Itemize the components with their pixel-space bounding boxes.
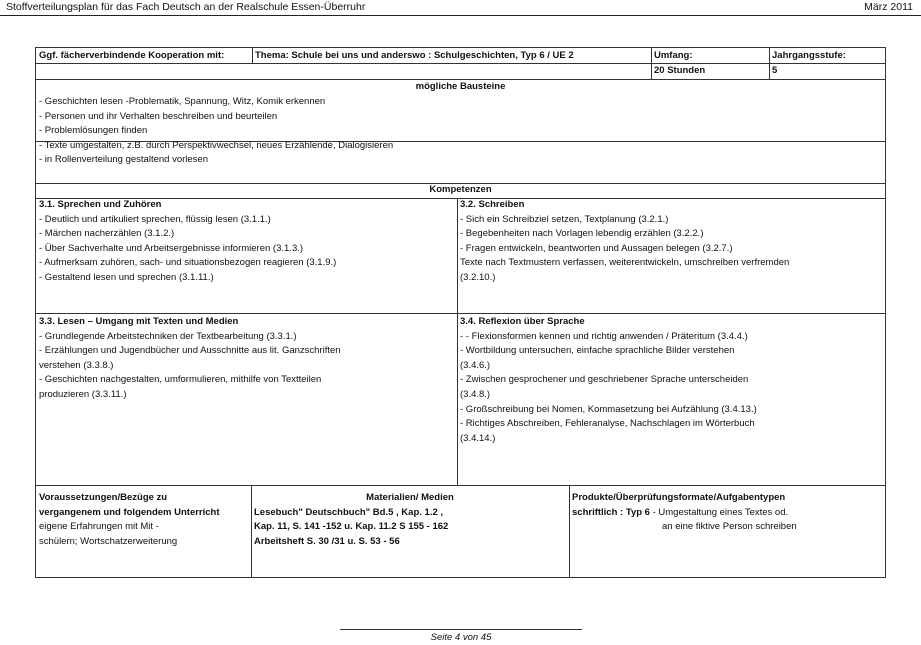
section-title: Voraussetzungen/Bezüge zu [39, 492, 168, 503]
footer-divider [340, 629, 582, 630]
section-title: Produkte/Überprüfungsformate/Aufgabentypen [572, 492, 786, 503]
list-item: Arbeitsheft S. 30 /31 u. S. 53 - 56 [254, 535, 400, 547]
jahrgang-label: Jahrgangsstufe: [772, 50, 846, 61]
header-divider [0, 15, 921, 16]
section-title: 3.2. Schreiben [460, 199, 525, 210]
bausteine-title: mögliche Bausteine [415, 81, 506, 92]
list-item: (3.4.6.) [460, 359, 491, 371]
list-item: - Personen und ihr Verhalten beschreiben und beurteilen [39, 110, 278, 122]
list-item: - Deutlich und artikuliert sprechen, flüssig lesen (3.1.1.) [39, 213, 271, 225]
row-divider [36, 485, 885, 486]
list-item: - Grundlegende Arbeitstechniken der Textbearbeitung (3.3.1.) [39, 330, 297, 342]
section-title: 3.4. Reflexion über Sprache [460, 316, 585, 327]
list-item: - in Rollenverteilung gestaltend vorlesen [39, 154, 208, 166]
schreiben-section [457, 198, 885, 286]
document-header-date: März 2011 [864, 1, 913, 13]
kooperation-label: Ggf. fächerverbindende Kooperation mit: [39, 50, 225, 61]
section-title: Materialien/ Medien [366, 492, 454, 503]
reflexion-section [457, 315, 885, 446]
list-item: - Gestaltend lesen und sprechen (3.1.11.) [39, 271, 214, 283]
list-item: - Aufmerksam zuhören, sach- und situationsbezogen reagieren (3.1.9.) [39, 257, 337, 269]
umfang-value: 20 Stunden [654, 65, 706, 76]
list-item: - Richtiges Abschreiben, Fehleranalyse, Nachschlagen im Wörterbuch [460, 418, 755, 430]
type-description: - Umgestaltung eines Textes od. [649, 506, 789, 518]
produkte-section [569, 491, 885, 535]
list-item: - Erzählungen und Jugendbücher und Ausschnitte aus lit. Ganzschriften [39, 345, 341, 357]
umfang-label: Umfang: [654, 50, 693, 61]
kompetenzen-title: Kompetenzen [429, 184, 492, 195]
list-item: Lesebuch" Deutschbuch" Bd.5 , Kap. 1.2 , [254, 506, 444, 518]
list-item: Texte nach Textmustern verfassen, weiterentwickeln, umschreiben verfremden [460, 257, 790, 269]
thema-title: Thema: Schule bei uns und anderswo : Schulgeschichten, Typ 6 / UE 2 [255, 50, 574, 61]
section-title: vergangenem und folgendem Unterricht [39, 506, 220, 518]
materialien-section [251, 491, 569, 549]
section-title: 3.1. Sprechen und Zuhören [39, 199, 162, 210]
list-item [572, 506, 882, 521]
bausteine-list [36, 95, 885, 168]
list-item: - - Flexionsformen kennen und richtig anwenden / Präteritum (3.4.4.) [460, 330, 748, 342]
list-item: - Sich ein Schreibziel setzen, Textplanung (3.2.1.) [460, 213, 669, 225]
plan-table [35, 47, 886, 578]
list-item: schülern; Wortschatzerweiterung [39, 535, 178, 547]
section-title: 3.3. Lesen – Umgang mit Texten und Medien [39, 316, 239, 327]
list-item: Kap. 11, S. 141 -152 u. Kap. 11.2 S 155 - 162 [254, 521, 449, 533]
document-header-title: Stoffverteilungsplan für das Fach Deutsch an der Realschule Essen-Überruhr [6, 1, 366, 13]
page-number: Seite 4 von 45 [430, 632, 492, 643]
list-item: (3.2.10.) [460, 271, 496, 283]
row-divider [36, 313, 885, 314]
list-item: - Geschichten nachgestalten, umformulieren, mithilfe von Textteilen [39, 374, 322, 386]
list-item: produzieren (3.3.11.) [39, 388, 127, 400]
list-item: (3.4.8.) [460, 388, 491, 400]
list-item: - Problemlösungen finden [39, 125, 148, 137]
list-item: - Zwischen gesprochener und geschriebener Sprache unterscheiden [460, 374, 749, 386]
list-item: (3.4.14.) [460, 432, 496, 444]
list-item: - Fragen entwickeln, beantworten und Aussagen belegen (3.2.7.) [460, 242, 733, 254]
list-item: - Begebenheiten nach Vorlagen lebendig erzählen (3.2.2.) [460, 228, 704, 240]
voraussetzungen-section [36, 491, 251, 549]
list-item: verstehen (3.3.8.) [39, 359, 114, 371]
list-item: - Geschichten lesen -Problematik, Spannung, Witz, Komik erkennen [39, 96, 326, 107]
lesen-section [36, 315, 457, 403]
jahrgang-value: 5 [772, 65, 778, 76]
list-item: eigene Erfahrungen mit Mit - [39, 521, 159, 533]
list-item: - Großschreibung bei Nomen, Kommasetzung bei Aufzählung (3.4.13.) [460, 403, 757, 415]
sprechen-section [36, 198, 457, 286]
list-item: - Märchen nacherzählen (3.1.2.) [39, 228, 175, 240]
list-item: an eine fiktive Person schreiben [662, 521, 797, 533]
list-item: - Texte umgestalten, z.B. durch Perspektivwechsel, neues Erzählende, Dialogisieren [39, 139, 394, 151]
list-item: - Wortbildung untersuchen, einfache sprachliche Bilder verstehen [460, 345, 735, 357]
type-label: schriftlich : Typ 6 [572, 506, 650, 518]
list-item: - Über Sachverhalte und Arbeitsergebnisse informieren (3.1.3.) [39, 242, 304, 254]
